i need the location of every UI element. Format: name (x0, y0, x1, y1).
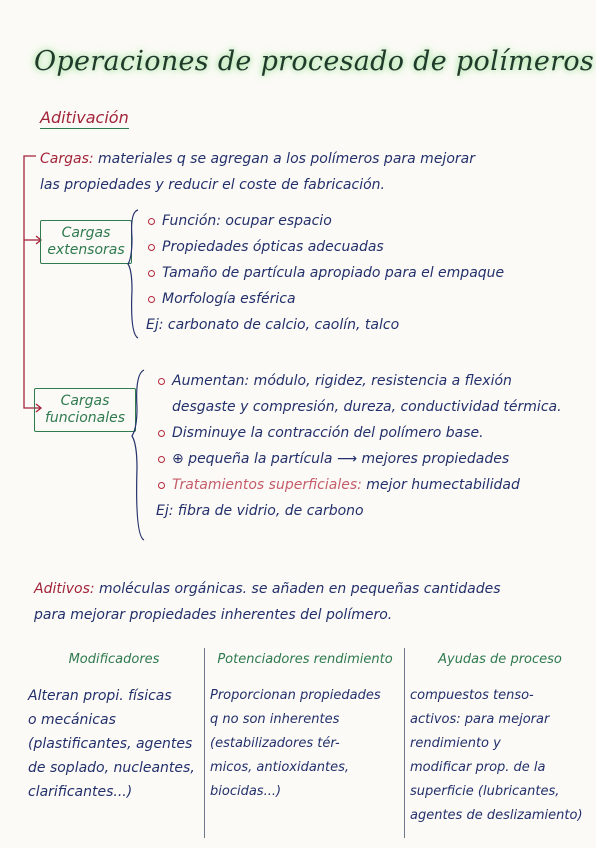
tratamientos-text: mejor humectabilidad (361, 477, 520, 493)
column-line: agentes de deslizamiento) (410, 808, 583, 823)
aditivacion-heading: Aditivación (40, 108, 129, 127)
aditivos-label: Aditivos: (34, 581, 95, 597)
section-heading-aditivacion (40, 108, 129, 127)
funcionales-item1-line1: Aumentan: módulo, rigidez, resistencia a flexión (172, 373, 512, 389)
column-potenciadores (210, 648, 400, 804)
column-divider (204, 648, 205, 838)
funcionales-details (156, 368, 576, 524)
column-line: activos: para mejorar (410, 712, 550, 727)
column-line: clarificantes...) (28, 784, 133, 800)
cargas-text-1: materiales q se agregan a los polímeros para mejorar (93, 151, 475, 167)
box-cargas-extensoras (40, 220, 132, 264)
column-line: o mecánicas (28, 712, 116, 728)
brace-funcionales (130, 368, 148, 542)
column-heading: Modificadores (68, 652, 160, 667)
extensoras-item: Tamaño de partícula apropiado para el empaque (146, 260, 576, 286)
extensoras-item: Propiedades ópticas adecuadas (146, 234, 576, 260)
column-divider (404, 648, 405, 838)
column-line: de soplado, nucleantes, (28, 760, 195, 776)
column-line: modificar prop. de la (410, 760, 546, 775)
column-heading: Potenciadores rendimiento (217, 652, 393, 667)
column-line: (estabilizadores tér- (210, 736, 340, 751)
tratamientos-label: Tratamientos superficiales: (172, 477, 362, 493)
cargas-line-1 (40, 146, 560, 172)
column-line: Alteran propi. físicas (28, 688, 172, 704)
aditivos-line-1 (34, 576, 574, 602)
extensoras-list (146, 208, 576, 312)
column-line: (plastificantes, agentes (28, 736, 193, 752)
aditivos-definition (34, 576, 574, 628)
funcionales-item: ⊕ pequeña la partícula ⟶ mejores propiedades (156, 446, 576, 472)
column-line: micos, antioxidantes, (210, 760, 350, 775)
column-line: biocidas...) (210, 784, 282, 799)
column-line: q no son inherentes (210, 712, 340, 727)
funcionales-item (156, 368, 576, 420)
brace-extensoras (126, 208, 142, 340)
box-extensoras-line-1: Cargas (61, 225, 111, 241)
page-title: Operaciones de procesado de polímeros (34, 46, 595, 77)
column-ayudas (410, 648, 590, 828)
column-heading: Ayudas de proceso (438, 652, 562, 667)
funcionales-item: Disminuye la contracción del polímero base. (156, 420, 576, 446)
aditivos-text-1: moléculas orgánicas. se añaden en pequeñas cantidades (94, 581, 501, 597)
extensoras-details (146, 208, 576, 338)
extensoras-item: Función: ocupar espacio (146, 208, 576, 234)
box-cargas-funcionales (34, 388, 136, 432)
extensoras-example: Ej: carbonato de calcio, caolín, talco (146, 317, 400, 333)
tree-connector (14, 152, 48, 422)
cargas-definition (40, 146, 560, 198)
funcionales-example: Ej: fibra de vidrio, de carbono (156, 503, 364, 519)
box-funcionales-line-2: funcionales (44, 410, 126, 426)
aditivos-line-2: para mejorar propiedades inherentes del polímero. (34, 607, 393, 623)
cargas-line-2: las propiedades y reducir el coste de fabricación. (40, 177, 385, 193)
box-funcionales-line-1: Cargas (60, 393, 110, 409)
box-extensoras-line-2: extensoras (47, 242, 125, 258)
column-line: superficie (lubricantes, (410, 784, 560, 799)
column-line: Proporcionan propiedades (210, 688, 381, 703)
cargas-label: Cargas: (40, 151, 94, 167)
extensoras-item: Morfología esférica (146, 286, 576, 312)
column-line: compuestos tenso- (410, 688, 534, 703)
column-line: rendimiento y (410, 736, 501, 751)
funcionales-list (156, 368, 576, 498)
funcionales-item1-line2: desgaste y compresión, dureza, conductividad térmica. (172, 399, 562, 415)
column-modificadores (28, 648, 200, 804)
funcionales-item (156, 472, 576, 498)
